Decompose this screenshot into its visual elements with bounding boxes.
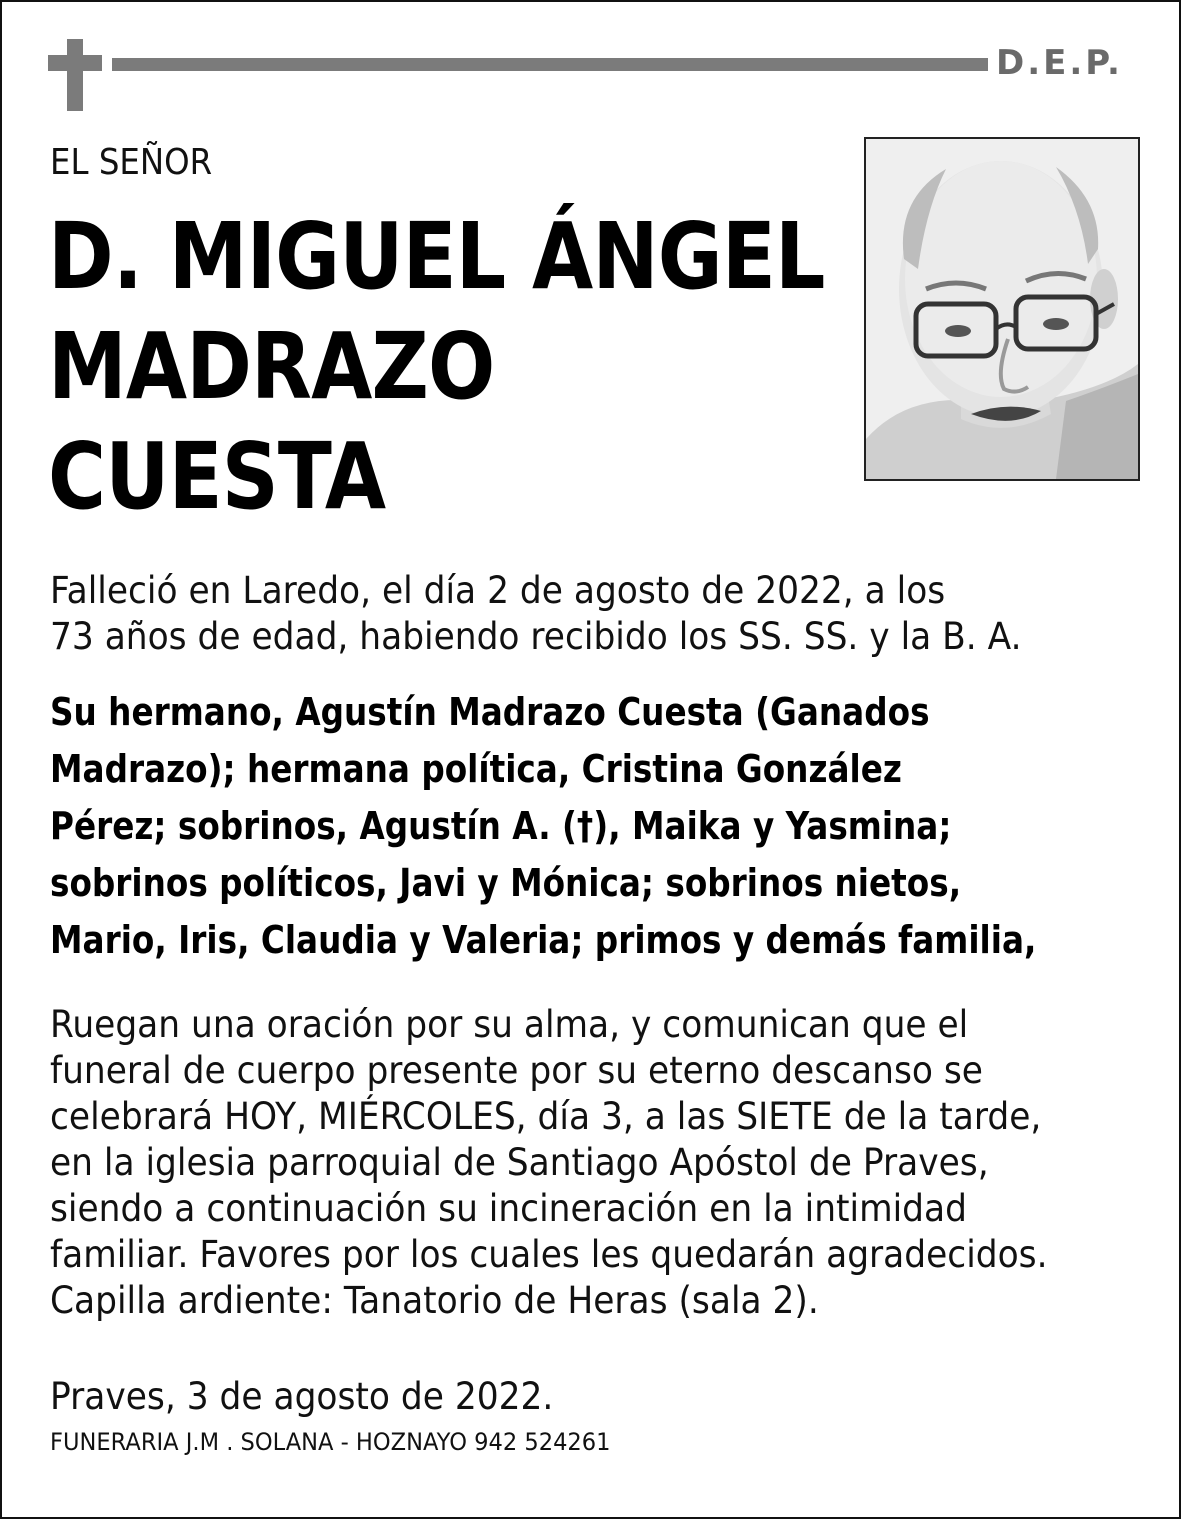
name-line: D. MIGUEL ÁNGEL xyxy=(48,203,825,310)
text-line: Ruegan una oración por su alma, y comunican que el xyxy=(50,1003,969,1046)
portrait-icon xyxy=(866,139,1138,479)
funeral-home-credit: FUNERARIA J.M . SOLANA - HOZNAYO 942 524261 xyxy=(50,1428,611,1456)
death-notice-text xyxy=(50,568,1022,660)
text-line: Pérez; sobrinos, Agustín A. (†), Maika y Yasmina; xyxy=(50,804,952,848)
honorific-label: EL SEÑOR xyxy=(50,142,213,183)
name-line: CUESTA xyxy=(48,423,386,530)
text-line: Capilla ardiente: Tanatorio de Heras (sala 2). xyxy=(50,1279,819,1322)
text-line: celebrará HOY, MIÉRCOLES, día 3, a las SIETE de la tarde, xyxy=(50,1095,1042,1138)
text-line: Mario, Iris, Claudia y Valeria; primos y demás familia, xyxy=(50,918,1037,962)
dep-label: D.E.P. xyxy=(996,43,1123,83)
name-line: MADRAZO xyxy=(48,313,495,420)
dateline: Praves, 3 de agosto de 2022. xyxy=(50,1375,554,1418)
text-line: familiar. Favores por los cuales les quedarán agradecidos. xyxy=(50,1233,1048,1276)
text-line: Madrazo); hermana política, Cristina González xyxy=(50,747,902,791)
text-line: 73 años de edad, habiendo recibido los SS. SS. y la B. A. xyxy=(50,615,1022,658)
text-line: funeral de cuerpo presente por su eterno descanso se xyxy=(50,1049,983,1092)
text-line: Su hermano, Agustín Madrazo Cuesta (Ganados xyxy=(50,690,930,734)
header-rule xyxy=(112,58,988,71)
family-list xyxy=(50,684,1036,969)
deceased-name xyxy=(48,202,825,532)
text-line: siendo a continuación su incineración en la intimidad xyxy=(50,1187,967,1230)
funeral-details xyxy=(50,1002,1048,1324)
text-line: en la iglesia parroquial de Santiago Apóstol de Praves, xyxy=(50,1141,989,1184)
cross-icon xyxy=(48,39,102,111)
text-line: sobrinos políticos, Javi y Mónica; sobrinos nietos, xyxy=(50,861,962,905)
portrait-photo xyxy=(864,137,1140,481)
text-line: Falleció en Laredo, el día 2 de agosto de 2022, a los xyxy=(50,569,946,612)
